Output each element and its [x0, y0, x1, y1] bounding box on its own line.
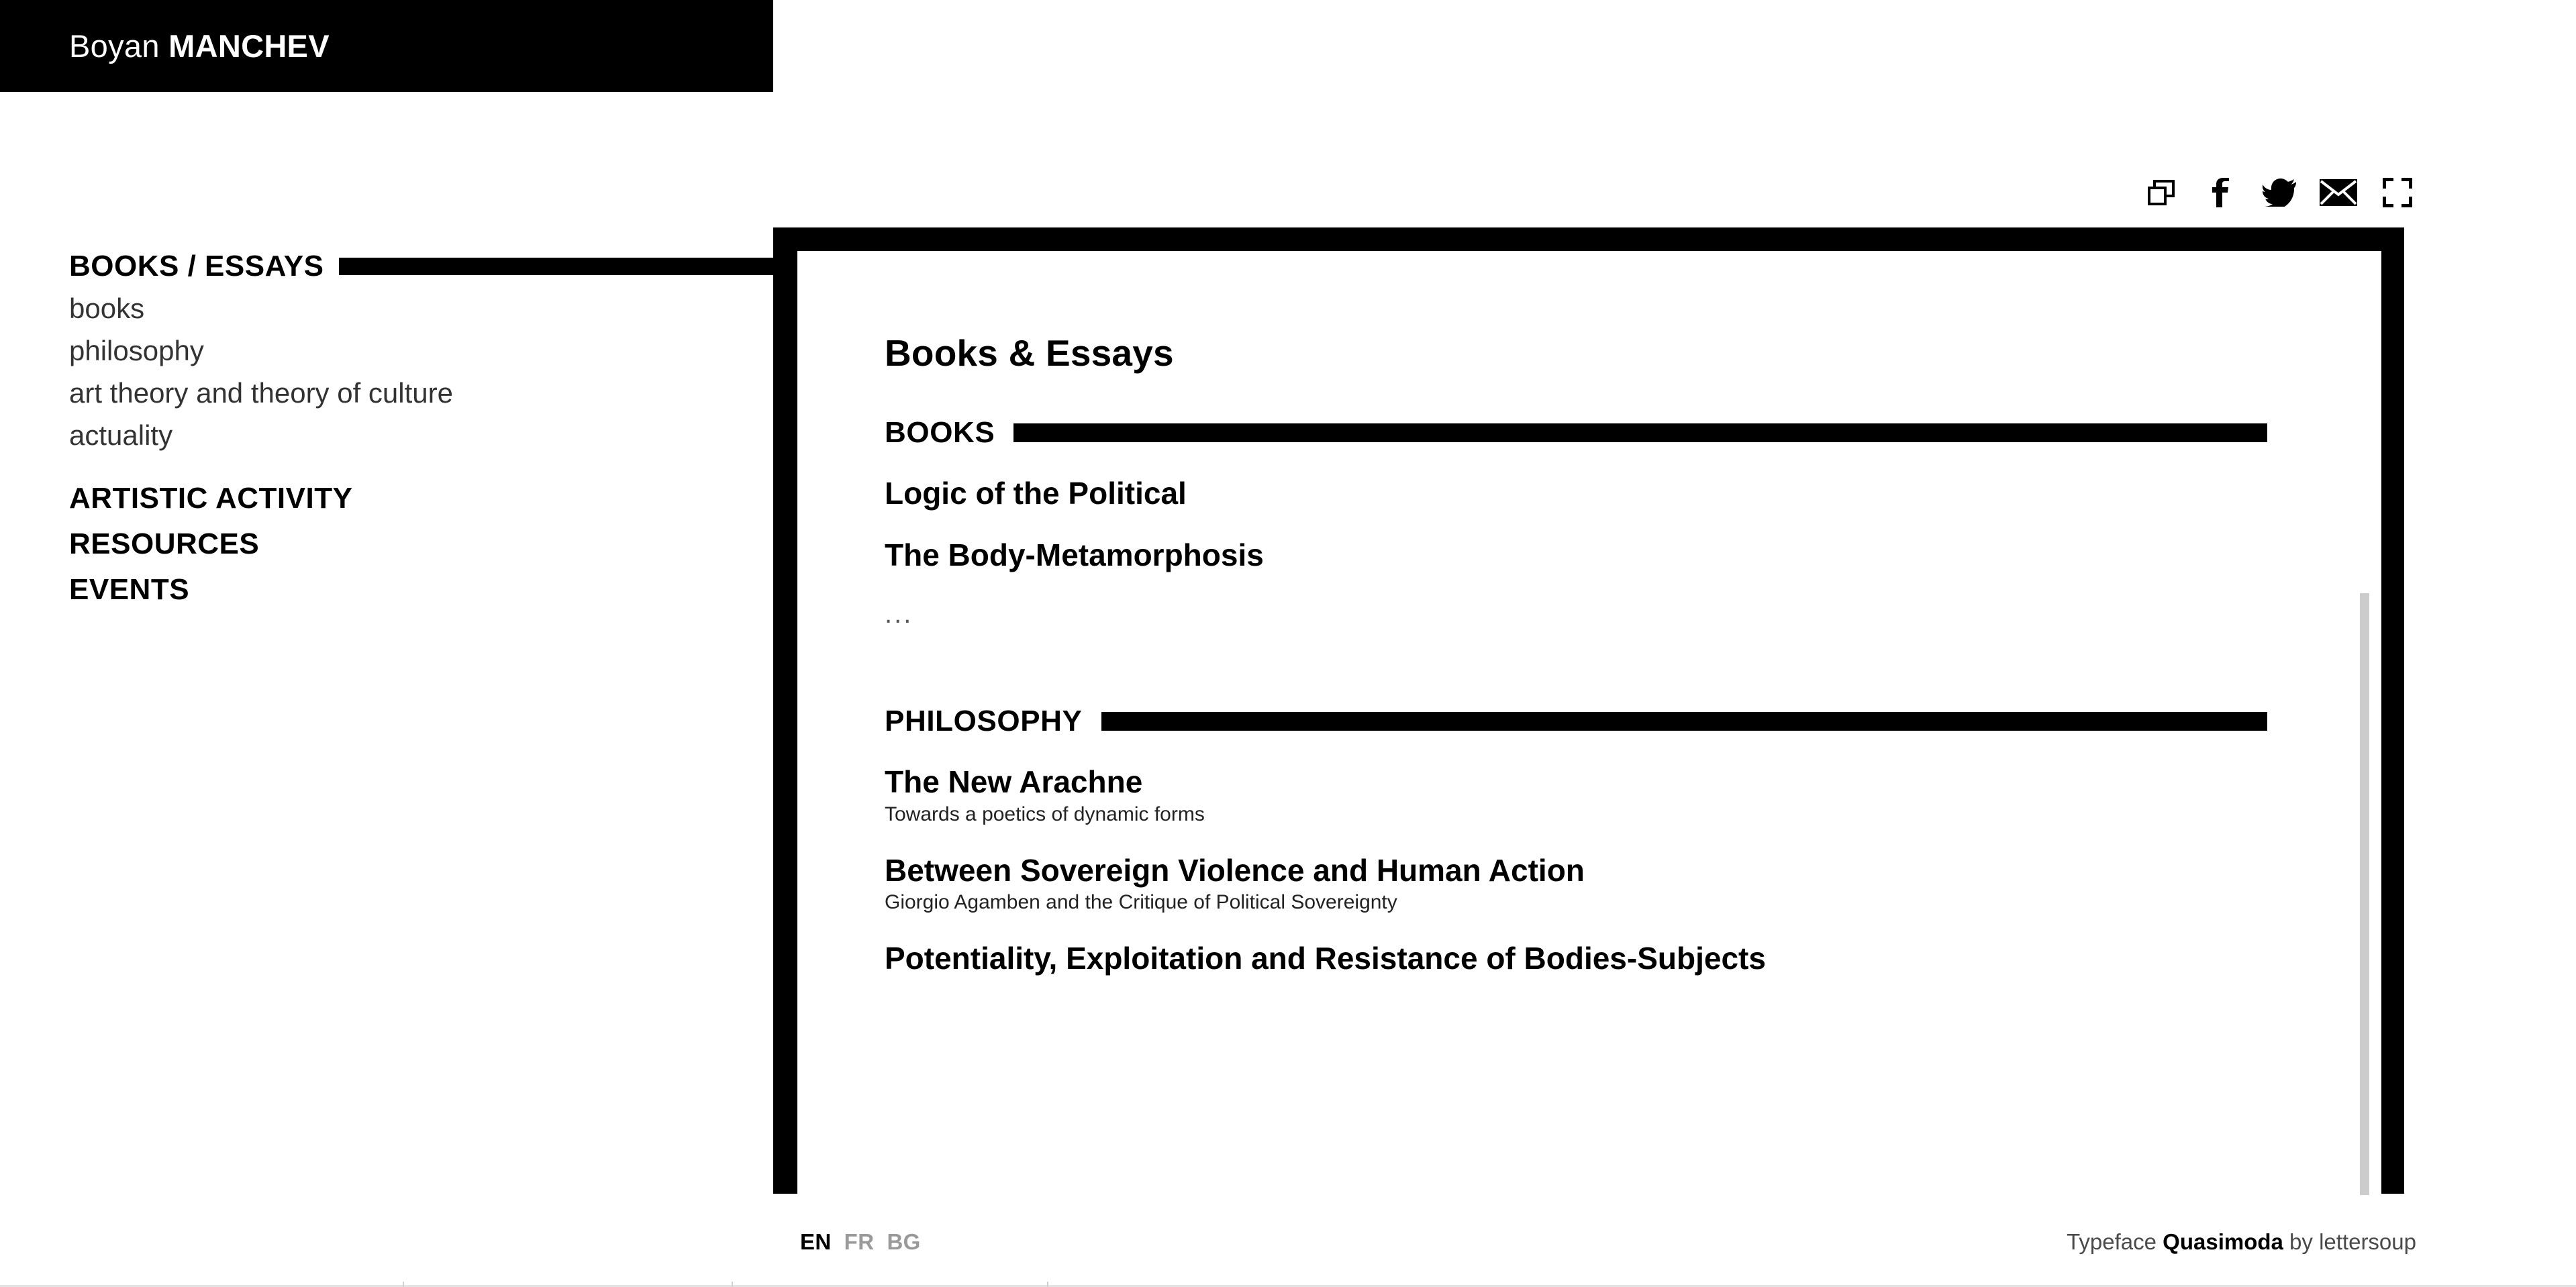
section-heading-label: BOOKS	[885, 416, 995, 449]
typeface-name[interactable]: Quasimoda	[2163, 1229, 2283, 1254]
sidebar-nav	[69, 252, 781, 605]
nav-spacer	[69, 513, 781, 529]
section-spacer	[885, 629, 2355, 663]
brand-last-name: MANCHEV	[168, 28, 330, 64]
entry-title: Potentiality, Exploitation and Resistance of Bodies-Subjects	[885, 941, 1766, 976]
typeface-credit	[2067, 1229, 2416, 1255]
list-item[interactable]	[885, 476, 2355, 511]
list-item[interactable]	[885, 854, 2355, 915]
language-option-bg[interactable]: BG	[887, 1229, 921, 1254]
section-heading-label: PHILOSOPHY	[885, 705, 1083, 738]
section-header-philosophy	[885, 705, 2267, 738]
sidebar-subitem-philosophy[interactable]: philosophy	[69, 334, 204, 366]
entry-title: Logic of the Political	[885, 476, 1187, 511]
mail-icon[interactable]	[2319, 173, 2358, 212]
entry-subtitle: Towards a poetics of dynamic forms	[885, 803, 1205, 825]
sidebar-active-rule	[339, 258, 785, 275]
sidebar-item-books-essays[interactable]	[69, 252, 781, 281]
list-item[interactable]	[885, 538, 2355, 573]
entry-title: The Body-Metamorphosis	[885, 537, 1264, 572]
brand-first-name: Boyan	[69, 28, 160, 64]
sidebar-subitem-books[interactable]: books	[69, 293, 145, 324]
entry-subtitle: Giorgio Agamben and the Critique of Political Sovereignty	[885, 891, 1397, 914]
panel-scrollbar-thumb[interactable]	[2360, 593, 2369, 1195]
sidebar-item-events[interactable]: EVENTS	[69, 572, 190, 606]
social-icon-row	[2142, 173, 2417, 212]
sidebar-subitem-art-theory[interactable]: art theory and theory of culture	[69, 376, 453, 409]
page-edge-tick	[1047, 1282, 1048, 1287]
window-icon[interactable]	[2142, 173, 2181, 212]
fullscreen-icon[interactable]	[2378, 173, 2417, 212]
sidebar-subnav	[69, 288, 781, 457]
nav-spacer	[69, 457, 781, 484]
sidebar-item-artistic-activity[interactable]: ARTISTIC ACTIVITY	[69, 481, 353, 515]
list-item[interactable]	[885, 765, 2355, 827]
facebook-icon[interactable]	[2201, 173, 2240, 212]
brand-bar[interactable]	[0, 0, 773, 92]
language-switcher	[800, 1229, 921, 1255]
language-option-en[interactable]: EN	[800, 1229, 832, 1254]
sidebar-item-label: BOOKS / ESSAYS	[69, 250, 324, 282]
section-rule	[1101, 712, 2268, 731]
twitter-icon[interactable]	[2260, 173, 2299, 212]
list-item[interactable]	[885, 941, 2355, 976]
typeface-suffix: by lettersoup	[2283, 1229, 2416, 1254]
entry-title: The New Arachne	[885, 764, 1143, 800]
page-title: Books & Essays	[885, 332, 1174, 374]
typeface-prefix: Typeface	[2067, 1229, 2163, 1254]
sidebar-item-resources[interactable]: RESOURCES	[69, 527, 260, 560]
content-panel-body	[885, 331, 2355, 976]
section-rule	[1013, 423, 2267, 442]
page-edge-tick	[403, 1282, 404, 1287]
site-title	[69, 28, 330, 64]
more-indicator[interactable]: ...	[885, 599, 913, 629]
page-edge-tick	[732, 1282, 733, 1287]
section-header-books	[885, 416, 2267, 450]
nav-spacer	[69, 559, 781, 575]
language-option-fr[interactable]: FR	[844, 1229, 875, 1254]
entry-title: Between Sovereign Violence and Human Action	[885, 852, 1585, 888]
sidebar-subitem-actuality[interactable]: actuality	[69, 419, 173, 451]
content-panel	[797, 251, 2381, 1195]
